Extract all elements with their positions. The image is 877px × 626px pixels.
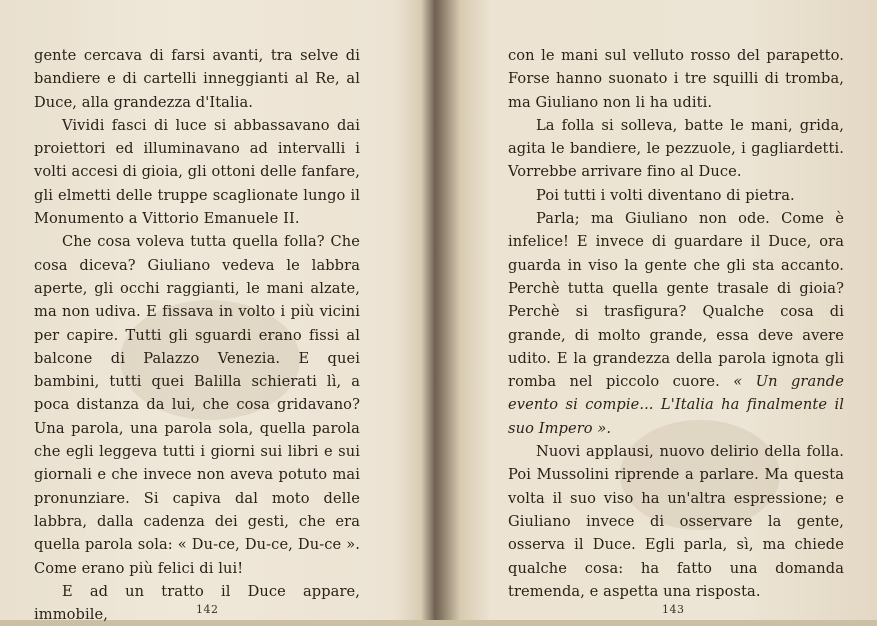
paragraph: Che cosa voleva tutta quella folla? Che cosa diceva? Giuliano vedeva le labbra aperte, gli occhi raggianti, le mani alzate, ma non udiva. E fissava in volto i più vicini per capire. Tutti gli sguardi erano fissi al balcone di Palazzo Venezia. E quei bambini, tutti quei Balilla schierati lì, a poca distanza da lui, che cosa gridavano? Una parola, una parola sola, quella parola che egli leggeva tutti i giorni sui libri e sui giornali e che invece non aveva potuto mai pronunziare. Si capiva dal moto delle labbra, dalla cadenza dei gesti, che era quella parola sola: « Du-ce, Du-ce, Du-ce ». Come erano più felici di lui! (34, 233, 360, 577)
paragraph: gente cercava di farsi avanti, tra selve di bandiere e di cartelli inneggianti al Re, al Duce, alla grandezza d'Italia. (34, 47, 360, 111)
quoted-announcement: « Un grande evento si compie... L'Italia ha finalmente il suo Impero ». (508, 373, 844, 437)
paragraph: La folla si solleva, batte le mani, grida, agita le bandiere, le pezzuole, i gagliardetti. Vorrebbe arrivare fino al Duce. (508, 116, 844, 181)
paragraph-body: Parla; ma Giuliano non ode. Come è infelice! E invece di guardare il Duce, ora guarda in viso la gente che gli sta accanto. Perchè tutta quella gente trasale di gioia? Perchè si trasfigura? Qualche cosa di grande, di molto grande, essa deve avere udito. E la grandezza della parola ignota gli romba nel piccolo cuore. (508, 210, 844, 391)
page-number: 142 (196, 603, 219, 616)
paragraph: Vividi fasci di luce si abbassavano dai proiettori ed illuminavano ad intervalli i volti accesi di gioia, gli ottoni delle fanfare, gli elmetti delle truppe scaglionate lungo il Monumento a Vittorio Emanuele II. (34, 116, 361, 228)
right-page-text (508, 44, 844, 603)
left-page (0, 0, 430, 624)
page-number: 143 (662, 603, 685, 616)
left-page-text (34, 44, 360, 626)
paragraph: con le mani sul velluto rosso del parapetto. Forse hanno suonato i tre squilli di tromba, ma Giuliano non li ha uditi. (508, 47, 844, 111)
paragraph: E ad un tratto il Duce appare, immobile, (34, 582, 360, 624)
paragraph: Poi tutti i volti diventano di pietra. (536, 186, 795, 204)
paragraph: Nuovi applausi, nuovo delirio della folla. Poi Mussolini riprende a parlare. Ma questa volta il suo viso ha un'altra espressione; e Giuliano invece di osservare la gente, osserva il Duce. Egli parla, sì, ma chiede qualche cosa: ha fatto una domanda tremenda, e aspetta una risposta. (508, 443, 844, 600)
right-page (438, 0, 877, 620)
paragraph (508, 207, 844, 440)
